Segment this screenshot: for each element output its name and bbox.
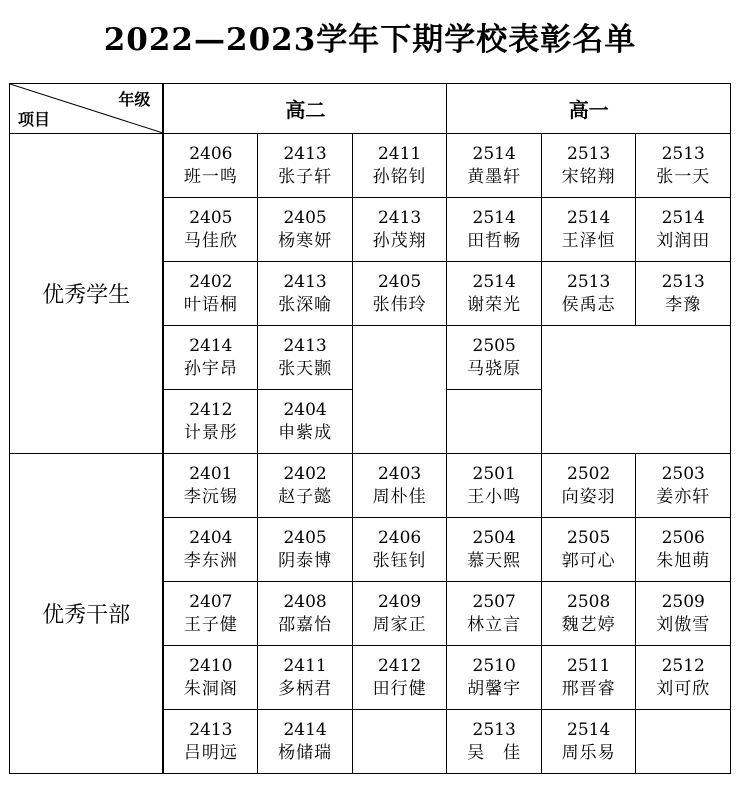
student-name: 孙铭钊: [372, 166, 427, 187]
student-name: 阴泰博: [278, 550, 333, 571]
student-name: 杨寒妍: [278, 230, 333, 251]
student-name: 班一鸣: [183, 166, 238, 187]
name-cell: [636, 198, 731, 262]
student-name: 魏艺婷: [561, 614, 616, 635]
student-name: 朱旭萌: [656, 550, 711, 571]
name-cell: [258, 326, 353, 390]
student-name: 马佳欣: [183, 230, 238, 251]
class-number: 2412: [377, 655, 422, 676]
class-number: 2513: [472, 719, 516, 740]
class-number: 2413: [189, 719, 233, 740]
student-name: 刘润田: [656, 230, 711, 251]
name-cell: [163, 198, 258, 262]
student-name: 刘傲雪: [656, 614, 711, 635]
grade-1-header: 高一: [447, 84, 731, 134]
student-name: 多柄君: [278, 678, 333, 699]
class-number: 2513: [567, 271, 611, 292]
class-number: 2514: [567, 719, 611, 740]
name-cell: [541, 454, 636, 518]
student-name: 黄墨轩: [467, 166, 522, 187]
class-number: 2413: [377, 207, 422, 228]
name-cell: [352, 262, 447, 326]
class-number: 2406: [189, 143, 233, 164]
header-row: [10, 84, 731, 134]
student-name: 田行健: [372, 678, 427, 699]
student-name: 朱洞阁: [183, 678, 238, 699]
name-cell: [258, 582, 353, 646]
class-number: 2510: [472, 655, 516, 676]
name-cell: [163, 518, 258, 582]
class-number: 2502: [567, 463, 611, 484]
class-number: 2413: [283, 143, 327, 164]
class-number: 2413: [283, 271, 327, 292]
empty-cell: [447, 390, 542, 454]
name-cell: [636, 262, 731, 326]
name-cell: [541, 710, 636, 774]
name-cell: [636, 454, 731, 518]
class-number: 2410: [189, 655, 233, 676]
class-number: 2514: [472, 143, 516, 164]
name-cell: [636, 134, 731, 198]
name-cell: [447, 582, 542, 646]
class-number: 2403: [377, 463, 422, 484]
class-number: 2413: [283, 335, 327, 356]
category-outstanding-students: 优秀学生: [10, 134, 164, 454]
empty-cell: [352, 326, 447, 454]
class-number: 2509: [661, 591, 705, 612]
class-number: 2405: [283, 527, 327, 548]
student-name: 张子轩: [278, 166, 333, 187]
class-number: 2513: [661, 271, 705, 292]
name-cell: [447, 326, 542, 390]
class-number: 2411: [377, 143, 422, 164]
name-cell: [163, 646, 258, 710]
class-number: 2504: [472, 527, 516, 548]
class-number: 2505: [472, 335, 516, 356]
class-number: 2408: [283, 591, 327, 612]
name-cell: [636, 646, 731, 710]
name-cell: [258, 518, 353, 582]
name-cell: [636, 518, 731, 582]
name-cell: [163, 710, 258, 774]
student-name: 向姿羽: [561, 486, 616, 507]
class-number: 2412: [189, 399, 233, 420]
name-cell: [447, 454, 542, 518]
page-title: 2022—2023学年下期学校表彰名单: [103, 22, 637, 58]
name-cell: [541, 198, 636, 262]
student-name: 张深喻: [278, 294, 333, 315]
class-number: 2404: [189, 527, 233, 548]
student-name: 林立言: [467, 614, 522, 635]
student-name: 刘可欣: [656, 678, 711, 699]
student-name: 杨储瑞: [278, 742, 333, 763]
students-row-1: [10, 134, 731, 198]
class-number: 2405: [377, 271, 422, 292]
name-cell: [447, 710, 542, 774]
student-name: 李沅锡: [183, 486, 238, 507]
name-cell: [541, 262, 636, 326]
student-name: 孙宇昂: [183, 358, 238, 379]
name-cell: [258, 198, 353, 262]
name-cell: [258, 454, 353, 518]
class-number: 2514: [472, 207, 516, 228]
class-number: 2401: [189, 463, 233, 484]
name-cell: [163, 390, 258, 454]
class-number: 2514: [472, 271, 516, 292]
student-name: 宋铭翔: [561, 166, 616, 187]
grade-2-header: 高二: [163, 84, 447, 134]
name-cell: [541, 134, 636, 198]
class-number: 2406: [377, 527, 422, 548]
class-number: 2414: [189, 335, 233, 356]
student-name: 姜亦轩: [656, 486, 711, 507]
name-cell: [258, 646, 353, 710]
student-name: 张天颢: [278, 358, 333, 379]
name-cell: [163, 262, 258, 326]
student-name: 周乐易: [561, 742, 616, 763]
student-name: 叶语桐: [183, 294, 238, 315]
name-cell: [352, 518, 447, 582]
name-cell: [447, 646, 542, 710]
class-number: 2507: [472, 591, 516, 612]
name-cell: [352, 198, 447, 262]
name-cell: [447, 134, 542, 198]
student-name: 吴 佳: [467, 742, 522, 763]
empty-cell: [352, 710, 447, 774]
name-cell: [163, 326, 258, 390]
student-name: 李东洲: [183, 550, 238, 571]
student-name: 郭可心: [561, 550, 616, 571]
class-number: 2501: [472, 463, 516, 484]
student-name: 吕明远: [183, 742, 238, 763]
class-number: 2514: [567, 207, 611, 228]
student-name: 马骁原: [467, 358, 522, 379]
student-name: 周朴佳: [372, 486, 427, 507]
class-number: 2512: [661, 655, 705, 676]
class-number: 2411: [283, 655, 327, 676]
corner-item-label: 项目: [18, 110, 51, 129]
header-corner-cell: [10, 84, 164, 134]
student-name: 胡馨宇: [467, 678, 522, 699]
name-cell: [352, 646, 447, 710]
category-outstanding-cadres: 优秀干部: [10, 454, 164, 774]
name-cell: [163, 582, 258, 646]
class-number: 2506: [661, 527, 705, 548]
student-name: 孙茂翔: [372, 230, 427, 251]
student-name: 张伟玲: [372, 294, 427, 315]
name-cell: [352, 582, 447, 646]
student-name: 张钰钊: [372, 550, 427, 571]
student-name: 侯禹志: [561, 294, 616, 315]
name-cell: [447, 262, 542, 326]
student-name: 王子健: [183, 614, 238, 635]
student-name: 王小鸣: [467, 486, 522, 507]
student-name: 邢晋睿: [561, 678, 616, 699]
cadres-row-1: [10, 454, 731, 518]
student-name: 慕天熙: [467, 550, 522, 571]
name-cell: [163, 134, 258, 198]
empty-cell: [541, 326, 730, 454]
class-number: 2409: [377, 591, 422, 612]
student-name: 王泽恒: [561, 230, 616, 251]
class-number: 2402: [189, 271, 233, 292]
student-name: 李豫: [665, 294, 702, 315]
class-number: 2513: [661, 143, 705, 164]
class-number: 2508: [567, 591, 611, 612]
student-name: 张一天: [656, 166, 711, 187]
name-cell: [447, 198, 542, 262]
name-cell: [541, 582, 636, 646]
name-cell: [258, 262, 353, 326]
class-number: 2407: [189, 591, 233, 612]
name-cell: [541, 518, 636, 582]
student-name: 谢荣光: [467, 294, 522, 315]
class-number: 2503: [661, 463, 705, 484]
class-number: 2405: [283, 207, 327, 228]
class-number: 2513: [567, 143, 611, 164]
name-cell: [447, 518, 542, 582]
class-number: 2505: [567, 527, 611, 548]
honor-roll-table: [9, 83, 731, 774]
name-cell: [352, 454, 447, 518]
name-cell: [636, 582, 731, 646]
student-name: 申紫成: [278, 422, 333, 443]
class-number: 2514: [661, 207, 705, 228]
name-cell: [541, 646, 636, 710]
class-number: 2404: [283, 399, 327, 420]
class-number: 2414: [283, 719, 327, 740]
class-number: 2402: [283, 463, 327, 484]
student-name: 周家正: [372, 614, 427, 635]
student-name: 邵嘉怡: [278, 614, 333, 635]
name-cell: [258, 390, 353, 454]
class-number: 2511: [567, 655, 611, 676]
student-name: 计景彤: [183, 422, 238, 443]
name-cell: [163, 454, 258, 518]
student-name: 田哲畅: [467, 230, 522, 251]
student-name: 赵子懿: [278, 486, 333, 507]
name-cell: [352, 134, 447, 198]
name-cell: [258, 134, 353, 198]
class-number: 2405: [189, 207, 233, 228]
empty-cell: [636, 710, 731, 774]
name-cell: [258, 710, 353, 774]
corner-grade-label: 年级: [118, 90, 151, 109]
